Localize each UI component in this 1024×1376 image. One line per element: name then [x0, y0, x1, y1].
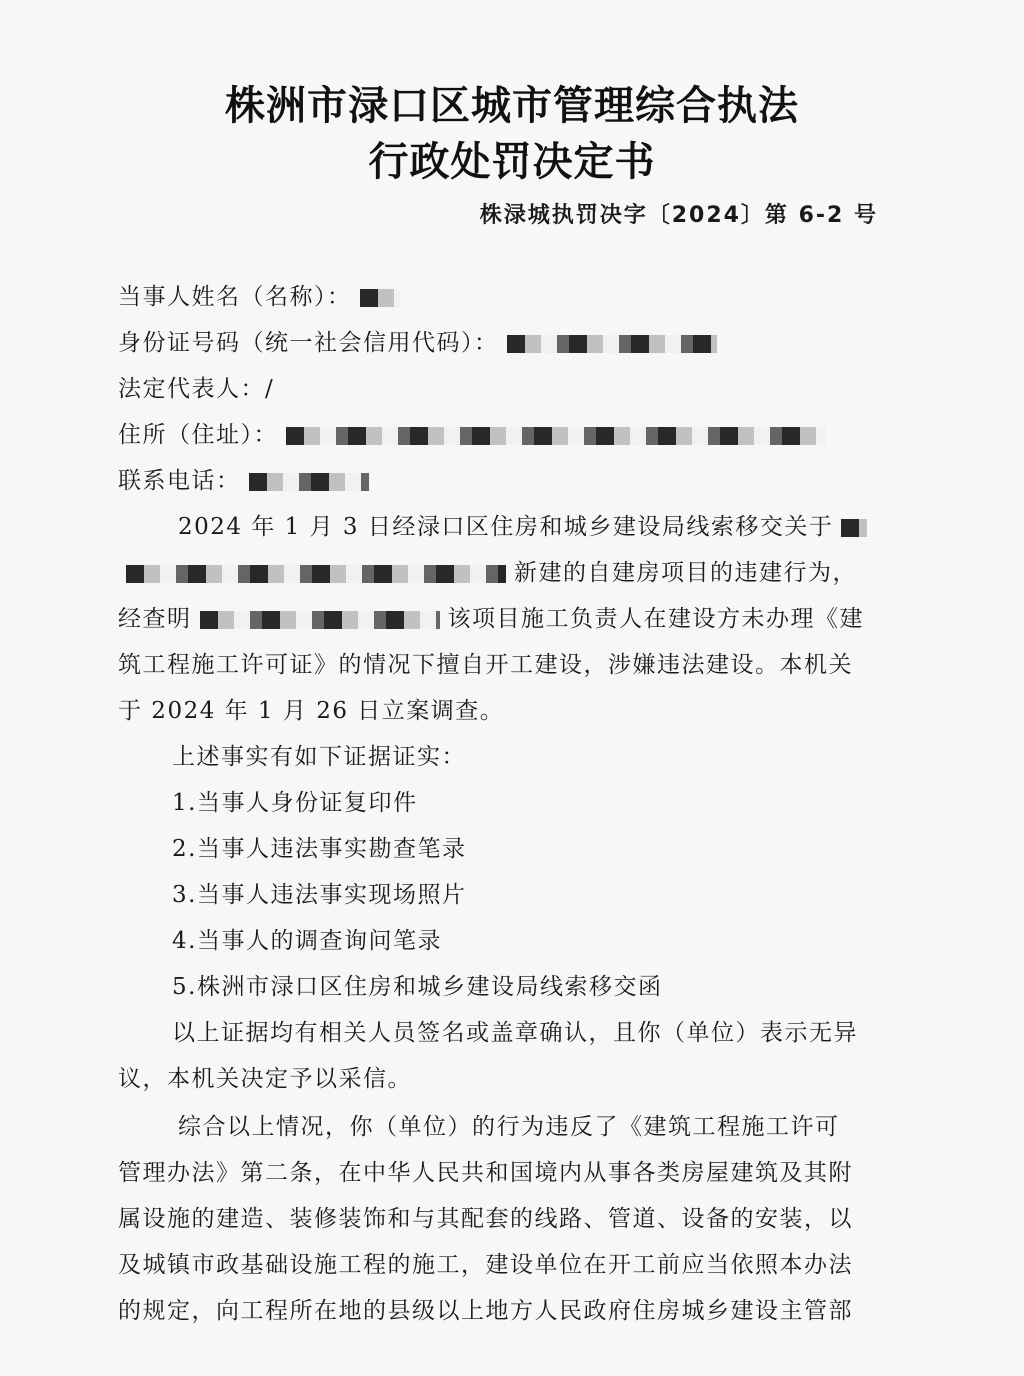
evidence-item-4: 4.当事人的调查询问笔录	[172, 928, 442, 954]
legal-rep-value: /	[265, 376, 275, 402]
redacted-party-name	[360, 289, 400, 307]
redacted-finding	[200, 611, 440, 629]
id-number-label: 身份证号码（统一社会信用代码）：	[118, 330, 499, 356]
paragraph1-line4: 筑工程施工许可证》的情况下擅自开工建设，涉嫌违法建设。本机关	[118, 652, 853, 678]
document-title-line1: 株洲市渌口区城市管理综合执法	[225, 83, 799, 129]
legal-rep-label: 法定代表人：	[118, 376, 265, 402]
redacted-id-number	[507, 335, 717, 353]
address-row	[118, 420, 888, 450]
address-label: 住所（住址）：	[118, 422, 278, 448]
conclusion-line5: 的规定，向工程所在地的县级以上地方人民政府住房城乡建设主管部	[118, 1298, 853, 1324]
paragraph1-line2-text: 新建的自建房项目的违建行为，	[514, 560, 857, 586]
paragraph1-line1	[178, 512, 878, 542]
document-title-line2: 行政处罚决定书	[368, 139, 656, 185]
conclusion-line4: 及城镇市政基础设施工程的施工，建设单位在开工前应当依照本办法	[118, 1252, 853, 1278]
conclusion-line3: 属设施的建造、装修装饰和与其配套的线路、管道、设备的安装，以	[118, 1206, 853, 1232]
party-name-row	[118, 282, 888, 312]
paragraph1-line2	[118, 558, 888, 588]
paragraph1-line3a-text: 经查明	[118, 606, 192, 632]
redacted-project-name	[841, 519, 867, 537]
evidence-item-5: 5.株洲市渌口区住房和城乡建设局线索移交函	[172, 974, 663, 1000]
paragraph1-line5: 于 2024 年 1 月 26 日立案调查。	[118, 698, 505, 724]
redacted-phone	[249, 473, 369, 491]
evidence-item-3: 3.当事人违法事实现场照片	[172, 882, 467, 908]
paragraph1-line3b-text: 该项目施工负责人在建设方未办理《建	[447, 606, 864, 632]
party-name-label: 当事人姓名（名称）：	[118, 284, 352, 310]
legal-rep-row	[118, 374, 888, 404]
phone-label: 联系电话：	[118, 468, 241, 494]
conclusion-line2: 管理办法》第二条，在中华人民共和国境内从事各类房屋建筑及其附	[118, 1160, 853, 1186]
evidence-item-2: 2.当事人违法事实勘查笔录	[172, 836, 467, 862]
confirm-line1: 以上证据均有相关人员签名或盖章确认，且你（单位）表示无异	[172, 1020, 858, 1046]
conclusion-line1: 综合以上情况，你（单位）的行为违反了《建筑工程施工许可	[178, 1114, 840, 1140]
id-number-row	[118, 328, 888, 358]
evidence-intro: 上述事实有如下证据证实：	[172, 744, 466, 770]
evidence-item-1: 1.当事人身份证复印件	[172, 790, 418, 816]
paragraph1-line1-text: 2024 年 1 月 3 日经渌口区住房和城乡建设局线索移交关于	[178, 514, 834, 540]
redacted-project-location	[126, 565, 506, 583]
phone-row	[118, 466, 888, 496]
document-number: 株渌城执罚决字〔2024〕第 6-2 号	[479, 203, 878, 228]
paragraph1-line3	[118, 604, 888, 634]
redacted-address	[286, 427, 826, 445]
confirm-line2: 议，本机关决定予以采信。	[118, 1066, 412, 1092]
